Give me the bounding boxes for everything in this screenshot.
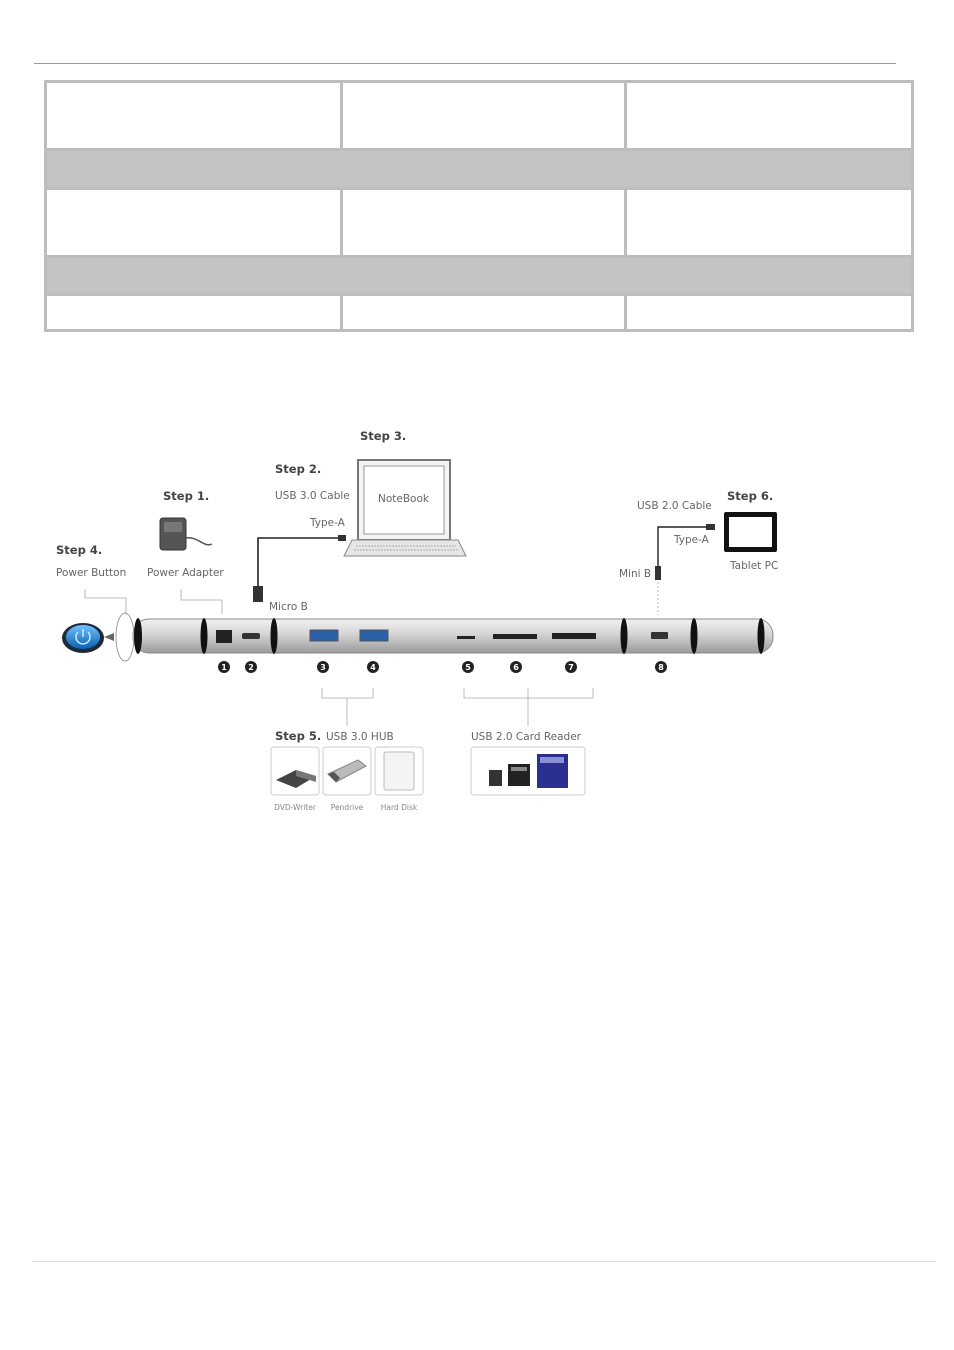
table-section-row: [46, 256, 913, 295]
hard-disk-icon: [375, 747, 423, 795]
table-row: [46, 295, 913, 331]
table-cell: [46, 188, 342, 256]
usb3-port-4: [360, 630, 388, 641]
tablet-icon: [724, 512, 777, 552]
hub-device: [133, 618, 773, 654]
port-number: 2: [248, 663, 254, 672]
table-row: [46, 188, 913, 256]
port-number: 7: [568, 663, 574, 672]
leader-line: [85, 589, 126, 615]
power-button-label: Power Button: [56, 567, 127, 579]
footer-rule: [32, 1261, 936, 1262]
bracket: [464, 688, 593, 698]
header-rule: [34, 63, 896, 64]
type-a-label: Type-A: [674, 534, 709, 546]
power-adapter-icon: [160, 518, 212, 550]
leader-line: [181, 589, 222, 614]
table-row: [46, 82, 913, 150]
usb3-cable-label: USB 3.0 Cable: [275, 490, 350, 502]
port-number: 3: [320, 663, 326, 672]
type-a-label: Type-A: [310, 517, 345, 529]
port-number-badges: [218, 661, 667, 673]
rotation-ring: [116, 613, 134, 661]
table-cell: [342, 295, 626, 331]
port-number: 4: [370, 663, 376, 672]
port-number: 5: [465, 663, 471, 672]
usb3-type-a-plug: [338, 535, 346, 541]
power-adapter-label: Power Adapter: [147, 567, 224, 579]
step6-title: Step 6.: [727, 489, 774, 503]
connection-diagram: [0, 410, 954, 830]
hard-disk-caption: Hard Disk: [380, 803, 418, 812]
port-number: 8: [658, 663, 664, 672]
table-section-cell: [46, 149, 913, 188]
usb2-mini-b-plug: [655, 566, 661, 580]
pendrive-caption: Pendrive: [330, 803, 364, 812]
card-slot-7: [552, 633, 596, 639]
tablet-label: Tablet PC: [730, 560, 779, 572]
table-cell: [46, 82, 342, 150]
usb2-type-a-plug: [706, 524, 715, 530]
step4-title: Step 4.: [56, 543, 103, 557]
memory-cards-icon: [471, 747, 585, 795]
notebook-label: NoteBook: [378, 493, 429, 505]
table-cell: [342, 188, 626, 256]
port-number: 6: [513, 663, 519, 672]
card-slot-5: [457, 636, 475, 639]
table-section-row: [46, 149, 913, 188]
dvd-writer-icon: [271, 747, 319, 795]
step3-title: Step 3.: [360, 429, 407, 443]
usb3-cable: [258, 538, 342, 588]
card-reader-label: USB 2.0 Card Reader: [471, 731, 581, 743]
usb3-hub-label: USB 3.0 HUB: [326, 731, 394, 743]
usb2-cable-label: USB 2.0 Cable: [637, 500, 712, 512]
table-cell: [626, 188, 913, 256]
spec-table: [44, 80, 914, 332]
arrow-icon: [104, 633, 114, 641]
power-button-icon: [62, 623, 104, 653]
table-cell: [46, 295, 342, 331]
micro-b-port: [242, 633, 260, 639]
micro-b-label: Micro B: [269, 601, 308, 613]
step5-title: Step 5.: [275, 729, 322, 743]
port-number: 1: [221, 663, 227, 672]
table-cell: [626, 82, 913, 150]
bracket: [322, 688, 373, 698]
step2-title: Step 2.: [275, 462, 322, 476]
usb3-micro-b-plug: [253, 586, 263, 602]
table-section-cell: [46, 256, 913, 295]
dvd-writer-caption: DVD-Writer: [274, 803, 316, 812]
usb3-port-3: [310, 630, 338, 641]
dc-power-port: [216, 630, 232, 643]
step1-title: Step 1.: [163, 489, 210, 503]
notebook-icon: [344, 460, 466, 556]
table-cell: [342, 82, 626, 150]
table-cell: [626, 295, 913, 331]
card-slot-6: [493, 634, 537, 639]
mini-b-port: [651, 632, 668, 639]
pendrive-icon: [323, 747, 371, 795]
mini-b-label: Mini B: [619, 568, 652, 580]
